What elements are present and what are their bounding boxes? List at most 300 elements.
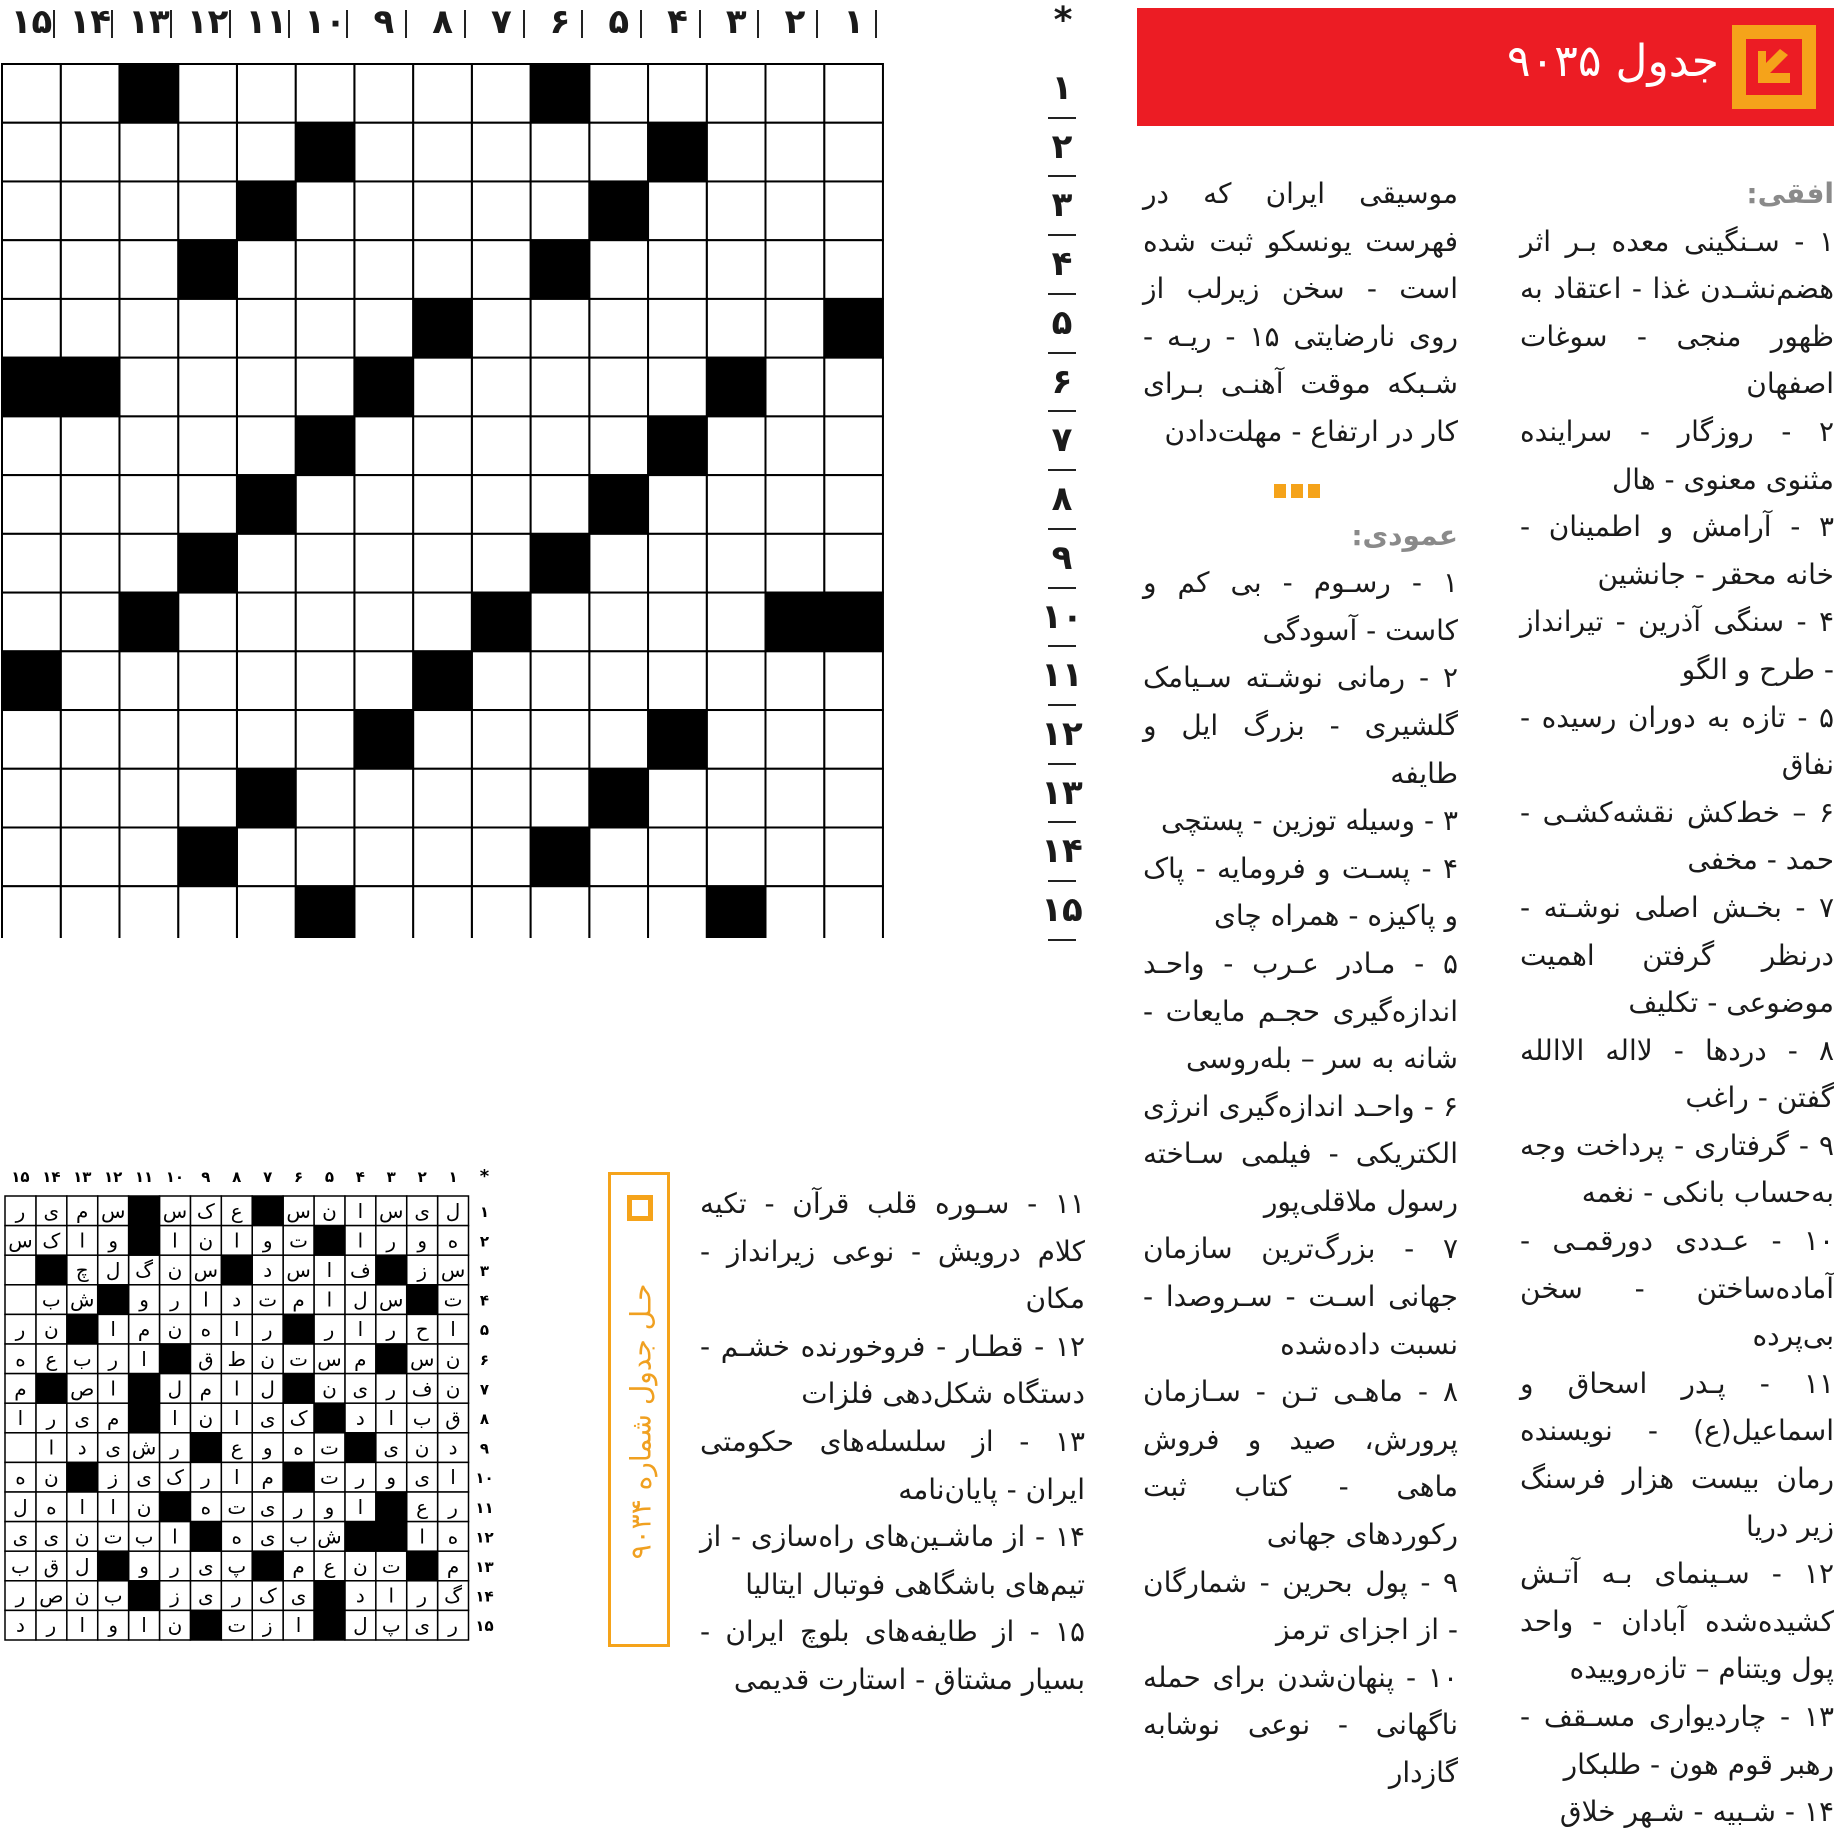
grid-cell[interactable] bbox=[237, 827, 296, 886]
solution-letter: ب bbox=[134, 1524, 154, 1549]
grid-cell[interactable] bbox=[61, 123, 120, 182]
grid-cell[interactable] bbox=[61, 593, 120, 652]
grid-cell[interactable] bbox=[472, 827, 531, 886]
grid-cell[interactable] bbox=[648, 534, 707, 593]
solution-letter: س bbox=[162, 1198, 188, 1223]
grid-cell[interactable] bbox=[531, 181, 590, 240]
solution-letter: ش bbox=[317, 1524, 342, 1549]
grid-cell[interactable] bbox=[178, 181, 237, 240]
grid-cell[interactable] bbox=[589, 416, 648, 475]
grid-cell[interactable] bbox=[354, 123, 413, 182]
grid-cell[interactable] bbox=[589, 299, 648, 358]
grid-cell[interactable] bbox=[707, 827, 766, 886]
solution-letter: د bbox=[355, 1583, 365, 1608]
solution-letter: ی bbox=[198, 1554, 214, 1578]
clue-item: ۸ - دردها - لااله الاالله گفتن - راغب bbox=[1520, 1033, 1834, 1115]
grid-cell[interactable] bbox=[589, 886, 648, 938]
grid-cell[interactable] bbox=[119, 651, 178, 710]
grid-cell[interactable] bbox=[765, 64, 824, 123]
grid-cell[interactable] bbox=[119, 358, 178, 417]
down-clue-list bbox=[1143, 559, 1458, 1796]
grid-cell[interactable] bbox=[296, 181, 355, 240]
grid-cell[interactable] bbox=[707, 416, 766, 475]
solution-letter: س bbox=[317, 1346, 342, 1371]
grid-cell[interactable] bbox=[119, 240, 178, 299]
grid-cell[interactable] bbox=[413, 534, 472, 593]
grid-cell[interactable] bbox=[824, 358, 883, 417]
grid-cell[interactable] bbox=[765, 416, 824, 475]
grid-cell[interactable] bbox=[765, 769, 824, 828]
grid-cell[interactable] bbox=[824, 64, 883, 123]
black-cell bbox=[824, 593, 883, 652]
grid-cell[interactable] bbox=[824, 240, 883, 299]
black-cell bbox=[531, 534, 590, 593]
solution-letter: ر bbox=[262, 1317, 273, 1342]
grid-cell[interactable] bbox=[178, 710, 237, 769]
grid-cell[interactable] bbox=[237, 593, 296, 652]
solution-letter: ا bbox=[110, 1317, 116, 1342]
grid-cell[interactable] bbox=[119, 710, 178, 769]
grid-cell[interactable] bbox=[354, 181, 413, 240]
grid-cell[interactable] bbox=[2, 181, 61, 240]
clue-item: ۳ - وسیله توزین - پستچی bbox=[1161, 804, 1458, 838]
grid-cell[interactable] bbox=[413, 240, 472, 299]
grid-cell[interactable] bbox=[531, 710, 590, 769]
solution-letter: د bbox=[448, 1435, 458, 1460]
grid-cell[interactable] bbox=[296, 651, 355, 710]
crossword-grid[interactable] bbox=[0, 62, 884, 938]
grid-cell[interactable] bbox=[2, 416, 61, 475]
solution-letter: ا bbox=[233, 1317, 240, 1342]
grid-cell[interactable] bbox=[296, 475, 355, 534]
grid-cell[interactable] bbox=[2, 123, 61, 182]
grid-cell[interactable] bbox=[296, 64, 355, 123]
solution-letter: ا bbox=[326, 1287, 333, 1312]
grid-cell[interactable] bbox=[354, 769, 413, 828]
grid-cell[interactable] bbox=[824, 769, 883, 828]
black-cell bbox=[413, 651, 472, 710]
column-number: ۹ bbox=[373, 2, 395, 42]
solution-letter: ر bbox=[448, 1613, 458, 1638]
grid-cell[interactable] bbox=[413, 593, 472, 652]
grid-cell[interactable] bbox=[531, 769, 590, 828]
grid-cell[interactable] bbox=[824, 651, 883, 710]
solution-letter: ر bbox=[15, 1317, 26, 1342]
solution-black-cell bbox=[283, 1374, 314, 1404]
grid-cell[interactable] bbox=[531, 123, 590, 182]
grid-cell[interactable] bbox=[648, 593, 707, 652]
grid-cell[interactable] bbox=[413, 181, 472, 240]
grid-cell[interactable] bbox=[61, 886, 120, 938]
grid-cell[interactable] bbox=[707, 181, 766, 240]
solution-letter: ر bbox=[231, 1583, 242, 1608]
solution-letter: ن bbox=[322, 1376, 337, 1401]
grid-cell[interactable] bbox=[413, 123, 472, 182]
solution-black-cell bbox=[129, 1374, 160, 1404]
clue-item: ۱۰ - عـددی دورقمـی - آماده‌ساختن - سخن بی‌پرده bbox=[1520, 1224, 1834, 1353]
grid-cell[interactable] bbox=[354, 593, 413, 652]
grid-cell[interactable] bbox=[707, 475, 766, 534]
grid-cell[interactable] bbox=[765, 358, 824, 417]
solution-black-cell bbox=[407, 1285, 438, 1315]
grid-cell[interactable] bbox=[531, 475, 590, 534]
grid-cell[interactable] bbox=[824, 475, 883, 534]
column-separator bbox=[757, 10, 759, 38]
grid-cell[interactable] bbox=[354, 416, 413, 475]
grid-cell[interactable] bbox=[648, 181, 707, 240]
solution-letter: ع bbox=[416, 1494, 429, 1519]
grid-cell[interactable] bbox=[354, 534, 413, 593]
black-cell bbox=[119, 593, 178, 652]
grid-cell[interactable] bbox=[2, 710, 61, 769]
solution-letter: ش bbox=[70, 1287, 95, 1312]
grid-cell[interactable] bbox=[765, 827, 824, 886]
solution-letter: ی bbox=[259, 1494, 276, 1519]
grid-cell[interactable] bbox=[472, 64, 531, 123]
grid-cell[interactable] bbox=[61, 827, 120, 886]
grid-cell[interactable] bbox=[296, 358, 355, 417]
solution-letter: ر bbox=[170, 1435, 180, 1460]
grid-cell[interactable] bbox=[119, 886, 178, 938]
solution-letter: چ bbox=[75, 1258, 89, 1282]
grid-cell[interactable] bbox=[472, 181, 531, 240]
grid-cell[interactable] bbox=[119, 123, 178, 182]
grid-cell[interactable] bbox=[237, 299, 296, 358]
grid-cell[interactable] bbox=[61, 769, 120, 828]
solution-black-cell bbox=[345, 1433, 376, 1463]
clue-item: ۸ - ماهـی تـن - سـازمان پرورش، صید و فروش ماهی - کتاب ثبت رکوردهای جهانی bbox=[1143, 1375, 1458, 1552]
black-cell bbox=[237, 769, 296, 828]
solution-letter: ق bbox=[43, 1554, 60, 1578]
grid-cell[interactable] bbox=[472, 475, 531, 534]
solution-black-cell bbox=[314, 1403, 345, 1433]
grid-cell[interactable] bbox=[707, 651, 766, 710]
solution-black-cell bbox=[252, 1196, 283, 1226]
solution-letter: و bbox=[417, 1228, 427, 1253]
solution-black-cell bbox=[129, 1196, 160, 1226]
black-cell bbox=[589, 769, 648, 828]
grid-cell[interactable] bbox=[824, 416, 883, 475]
solution-letter: ص bbox=[39, 1583, 64, 1608]
across-clue-continued: موسیقی ایران که در فهرست یونسکو ثبت شده است - سخن زیرلب از روی نارضایتی ۱۵ - ریـه - شـبکه موقت آهنـی بـرای کار در ارتفاع - مهلت‌دادن bbox=[1143, 177, 1459, 448]
black-cell bbox=[237, 475, 296, 534]
grid-cell[interactable] bbox=[2, 827, 61, 886]
grid-cell[interactable] bbox=[178, 886, 237, 938]
grid-cell[interactable] bbox=[531, 358, 590, 417]
grid-cell[interactable] bbox=[2, 299, 61, 358]
grid-cell[interactable] bbox=[707, 710, 766, 769]
black-cell bbox=[765, 593, 824, 652]
grid-cell[interactable] bbox=[648, 769, 707, 828]
grid-cell[interactable] bbox=[707, 299, 766, 358]
grid-cell[interactable] bbox=[648, 651, 707, 710]
grid-cell[interactable] bbox=[707, 240, 766, 299]
grid-cell[interactable] bbox=[296, 710, 355, 769]
grid-cell[interactable] bbox=[296, 769, 355, 828]
solution-black-cell bbox=[221, 1255, 252, 1285]
grid-cell[interactable] bbox=[61, 651, 120, 710]
black-cell bbox=[119, 64, 178, 123]
solution-letter: ه bbox=[46, 1494, 57, 1519]
grid-cell[interactable] bbox=[648, 475, 707, 534]
clue-item: ۲ - رمانی نوشـته سـیامک گلشیری - بزرگ ایل و طایفه bbox=[1143, 661, 1458, 790]
grid-cell[interactable] bbox=[707, 534, 766, 593]
grid-cell[interactable] bbox=[765, 181, 824, 240]
solution-letter: و bbox=[108, 1228, 118, 1253]
grid-cell[interactable] bbox=[765, 886, 824, 938]
grid-cell[interactable] bbox=[178, 651, 237, 710]
solution-letter: ر bbox=[170, 1554, 180, 1578]
solution-black-cell bbox=[314, 1226, 345, 1256]
grid-cell[interactable] bbox=[178, 475, 237, 534]
solution-letter: ع bbox=[45, 1346, 58, 1371]
grid-cell[interactable] bbox=[589, 64, 648, 123]
grid-cell[interactable] bbox=[237, 240, 296, 299]
grid-cell[interactable] bbox=[589, 651, 648, 710]
solution-letter: ی bbox=[198, 1583, 214, 1608]
solution-letter: ت bbox=[227, 1613, 247, 1638]
grid-cell[interactable] bbox=[648, 827, 707, 886]
grid-cell[interactable] bbox=[61, 299, 120, 358]
grid-cell[interactable] bbox=[296, 593, 355, 652]
grid-cell[interactable] bbox=[765, 710, 824, 769]
solution-letter: ا bbox=[388, 1583, 395, 1608]
grid-cell[interactable] bbox=[824, 534, 883, 593]
clue-item: ۱۴ - شـبیه - شـهر خلاق bbox=[1559, 1795, 1834, 1829]
grid-cell[interactable] bbox=[237, 416, 296, 475]
grid-cell[interactable] bbox=[413, 358, 472, 417]
grid-cell[interactable] bbox=[2, 64, 61, 123]
grid-cell[interactable] bbox=[354, 299, 413, 358]
grid-cell[interactable] bbox=[354, 827, 413, 886]
grid-cell[interactable] bbox=[824, 181, 883, 240]
grid-cell[interactable] bbox=[178, 358, 237, 417]
grid-cell[interactable] bbox=[531, 299, 590, 358]
grid-cell[interactable] bbox=[589, 534, 648, 593]
grid-cell[interactable] bbox=[648, 64, 707, 123]
grid-cell[interactable] bbox=[354, 240, 413, 299]
solution-black-cell bbox=[98, 1551, 129, 1581]
grid-cell[interactable] bbox=[178, 593, 237, 652]
grid-cell[interactable] bbox=[354, 651, 413, 710]
solution-letter: ل bbox=[353, 1613, 368, 1638]
grid-cell[interactable] bbox=[472, 123, 531, 182]
solution-letter: م bbox=[261, 1465, 274, 1490]
grid-cell[interactable] bbox=[707, 123, 766, 182]
black-cell bbox=[707, 886, 766, 938]
grid-cell[interactable] bbox=[648, 240, 707, 299]
grid-cell[interactable] bbox=[707, 769, 766, 828]
solution-letter: ا bbox=[79, 1613, 86, 1638]
solution-letter: ن bbox=[322, 1198, 337, 1223]
grid-cell[interactable] bbox=[648, 299, 707, 358]
grid-cell[interactable] bbox=[2, 593, 61, 652]
grid-cell[interactable] bbox=[589, 240, 648, 299]
grid-cell[interactable] bbox=[61, 475, 120, 534]
solution-letter: ن bbox=[44, 1465, 59, 1490]
grid-cell[interactable] bbox=[61, 416, 120, 475]
solution-letter: ک bbox=[165, 1465, 184, 1490]
grid-cell[interactable] bbox=[531, 651, 590, 710]
row-separator bbox=[1048, 117, 1076, 119]
solution-letter: ش bbox=[131, 1435, 157, 1460]
grid-cell[interactable] bbox=[2, 534, 61, 593]
grid-cell[interactable] bbox=[119, 475, 178, 534]
solution-row-number: ۱۲ bbox=[475, 1528, 494, 1547]
solution-black-cell bbox=[314, 1610, 345, 1640]
grid-cell[interactable] bbox=[707, 64, 766, 123]
grid-cell[interactable] bbox=[296, 534, 355, 593]
grid-cell[interactable] bbox=[119, 827, 178, 886]
grid-cell[interactable] bbox=[178, 299, 237, 358]
grid-cell[interactable] bbox=[354, 886, 413, 938]
black-cell bbox=[296, 123, 355, 182]
grid-cell[interactable] bbox=[472, 534, 531, 593]
black-cell bbox=[296, 416, 355, 475]
grid-cell[interactable] bbox=[61, 64, 120, 123]
grid-cell[interactable] bbox=[413, 827, 472, 886]
solution-column-number: ۶ bbox=[293, 1168, 304, 1186]
grid-cell[interactable] bbox=[61, 240, 120, 299]
solution-letter: ل bbox=[260, 1376, 275, 1401]
row-number: ۲ bbox=[1051, 126, 1073, 167]
grid-cell[interactable] bbox=[765, 475, 824, 534]
solution-letter: ن bbox=[74, 1583, 90, 1608]
grid-cell[interactable] bbox=[824, 710, 883, 769]
grid-cell[interactable] bbox=[413, 64, 472, 123]
grid-cell[interactable] bbox=[765, 534, 824, 593]
grid-cell[interactable] bbox=[119, 181, 178, 240]
grid-cell[interactable] bbox=[237, 651, 296, 710]
grid-cell[interactable] bbox=[472, 886, 531, 938]
grid-cell[interactable] bbox=[531, 886, 590, 938]
solution-letter: س bbox=[379, 1287, 404, 1312]
grid-cell[interactable] bbox=[765, 299, 824, 358]
grid-cell[interactable] bbox=[237, 886, 296, 938]
grid-cell[interactable] bbox=[119, 416, 178, 475]
grid-cell[interactable] bbox=[824, 123, 883, 182]
solution-black-cell bbox=[160, 1344, 191, 1374]
grid-cell[interactable] bbox=[178, 769, 237, 828]
grid-cell[interactable] bbox=[413, 769, 472, 828]
grid-cell[interactable] bbox=[589, 358, 648, 417]
grid-cell[interactable] bbox=[648, 358, 707, 417]
grid-cell[interactable] bbox=[589, 123, 648, 182]
grid-cell[interactable] bbox=[589, 827, 648, 886]
grid-cell[interactable] bbox=[824, 827, 883, 886]
grid-cell[interactable] bbox=[765, 651, 824, 710]
solution-letter: ا bbox=[203, 1287, 209, 1312]
grid-cell[interactable] bbox=[531, 593, 590, 652]
grid-cell[interactable] bbox=[119, 299, 178, 358]
grid-cell[interactable] bbox=[61, 710, 120, 769]
column-separator bbox=[229, 10, 231, 38]
grid-cell[interactable] bbox=[237, 710, 296, 769]
column-number: ۴ bbox=[667, 2, 688, 42]
grid-cell[interactable] bbox=[413, 475, 472, 534]
grid-cell[interactable] bbox=[296, 240, 355, 299]
grid-cell[interactable] bbox=[296, 827, 355, 886]
solution-letter: س bbox=[286, 1258, 311, 1282]
solution-letter: ب bbox=[11, 1554, 30, 1578]
grid-cell[interactable] bbox=[237, 123, 296, 182]
grid-corner-star: * bbox=[1053, 0, 1073, 41]
grid-cell[interactable] bbox=[2, 769, 61, 828]
grid-cell[interactable] bbox=[2, 886, 61, 938]
grid-cell[interactable] bbox=[2, 475, 61, 534]
solution-letter: س bbox=[8, 1228, 33, 1253]
solution-letter: پ bbox=[227, 1554, 247, 1578]
grid-cell[interactable] bbox=[589, 710, 648, 769]
grid-cell[interactable] bbox=[472, 299, 531, 358]
grid-cell[interactable] bbox=[472, 769, 531, 828]
row-separator bbox=[1048, 880, 1076, 882]
grid-cell[interactable] bbox=[824, 886, 883, 938]
down-clue-list-2 bbox=[700, 1180, 1085, 1704]
solution-letter: ن bbox=[167, 1258, 183, 1282]
black-cell bbox=[472, 593, 531, 652]
solution-letter: ا bbox=[172, 1406, 178, 1430]
grid-cell[interactable] bbox=[237, 534, 296, 593]
grid-cell[interactable] bbox=[472, 358, 531, 417]
grid-cell[interactable] bbox=[296, 299, 355, 358]
grid-cell[interactable] bbox=[61, 181, 120, 240]
column-separator bbox=[111, 10, 113, 38]
grid-cell[interactable] bbox=[472, 416, 531, 475]
solution-letter: و bbox=[386, 1465, 397, 1490]
grid-cell[interactable] bbox=[472, 710, 531, 769]
grid-cell[interactable] bbox=[472, 651, 531, 710]
grid-cell[interactable] bbox=[472, 240, 531, 299]
grid-cell[interactable] bbox=[61, 534, 120, 593]
solution-letter: ا bbox=[233, 1228, 240, 1253]
grid-cell[interactable] bbox=[2, 240, 61, 299]
solution-letter: ا bbox=[17, 1406, 24, 1430]
grid-cell[interactable] bbox=[354, 64, 413, 123]
solution-letter: ت bbox=[227, 1494, 247, 1519]
grid-cell[interactable] bbox=[589, 593, 648, 652]
grid-cell[interactable] bbox=[413, 416, 472, 475]
row-separator bbox=[1048, 175, 1076, 177]
column-separator bbox=[170, 10, 172, 38]
grid-cell[interactable] bbox=[178, 123, 237, 182]
solution-black-cell bbox=[283, 1314, 314, 1344]
puzzle-logo-icon bbox=[1732, 25, 1816, 109]
column-number: ۷ bbox=[490, 2, 512, 42]
grid-cell[interactable] bbox=[237, 358, 296, 417]
grid-cell[interactable] bbox=[119, 534, 178, 593]
solution-letter: ی bbox=[414, 1465, 430, 1490]
column-separator bbox=[346, 10, 348, 38]
grid-cell[interactable] bbox=[354, 475, 413, 534]
grid-cell[interactable] bbox=[648, 886, 707, 938]
solution-letter: ک bbox=[289, 1406, 308, 1430]
row-number: ۱۳ bbox=[1041, 772, 1083, 813]
grid-cell[interactable] bbox=[765, 240, 824, 299]
grid-cell[interactable] bbox=[413, 710, 472, 769]
grid-cell[interactable] bbox=[237, 64, 296, 123]
grid-cell[interactable] bbox=[119, 769, 178, 828]
grid-cell[interactable] bbox=[178, 416, 237, 475]
grid-cell[interactable] bbox=[531, 416, 590, 475]
grid-cell[interactable] bbox=[707, 593, 766, 652]
grid-cell[interactable] bbox=[413, 886, 472, 938]
grid-cell[interactable] bbox=[765, 123, 824, 182]
solution-letter: ص bbox=[70, 1376, 95, 1401]
grid-cell[interactable] bbox=[178, 64, 237, 123]
solution-letter: ی bbox=[136, 1465, 152, 1490]
solution-letter: و bbox=[139, 1287, 149, 1312]
